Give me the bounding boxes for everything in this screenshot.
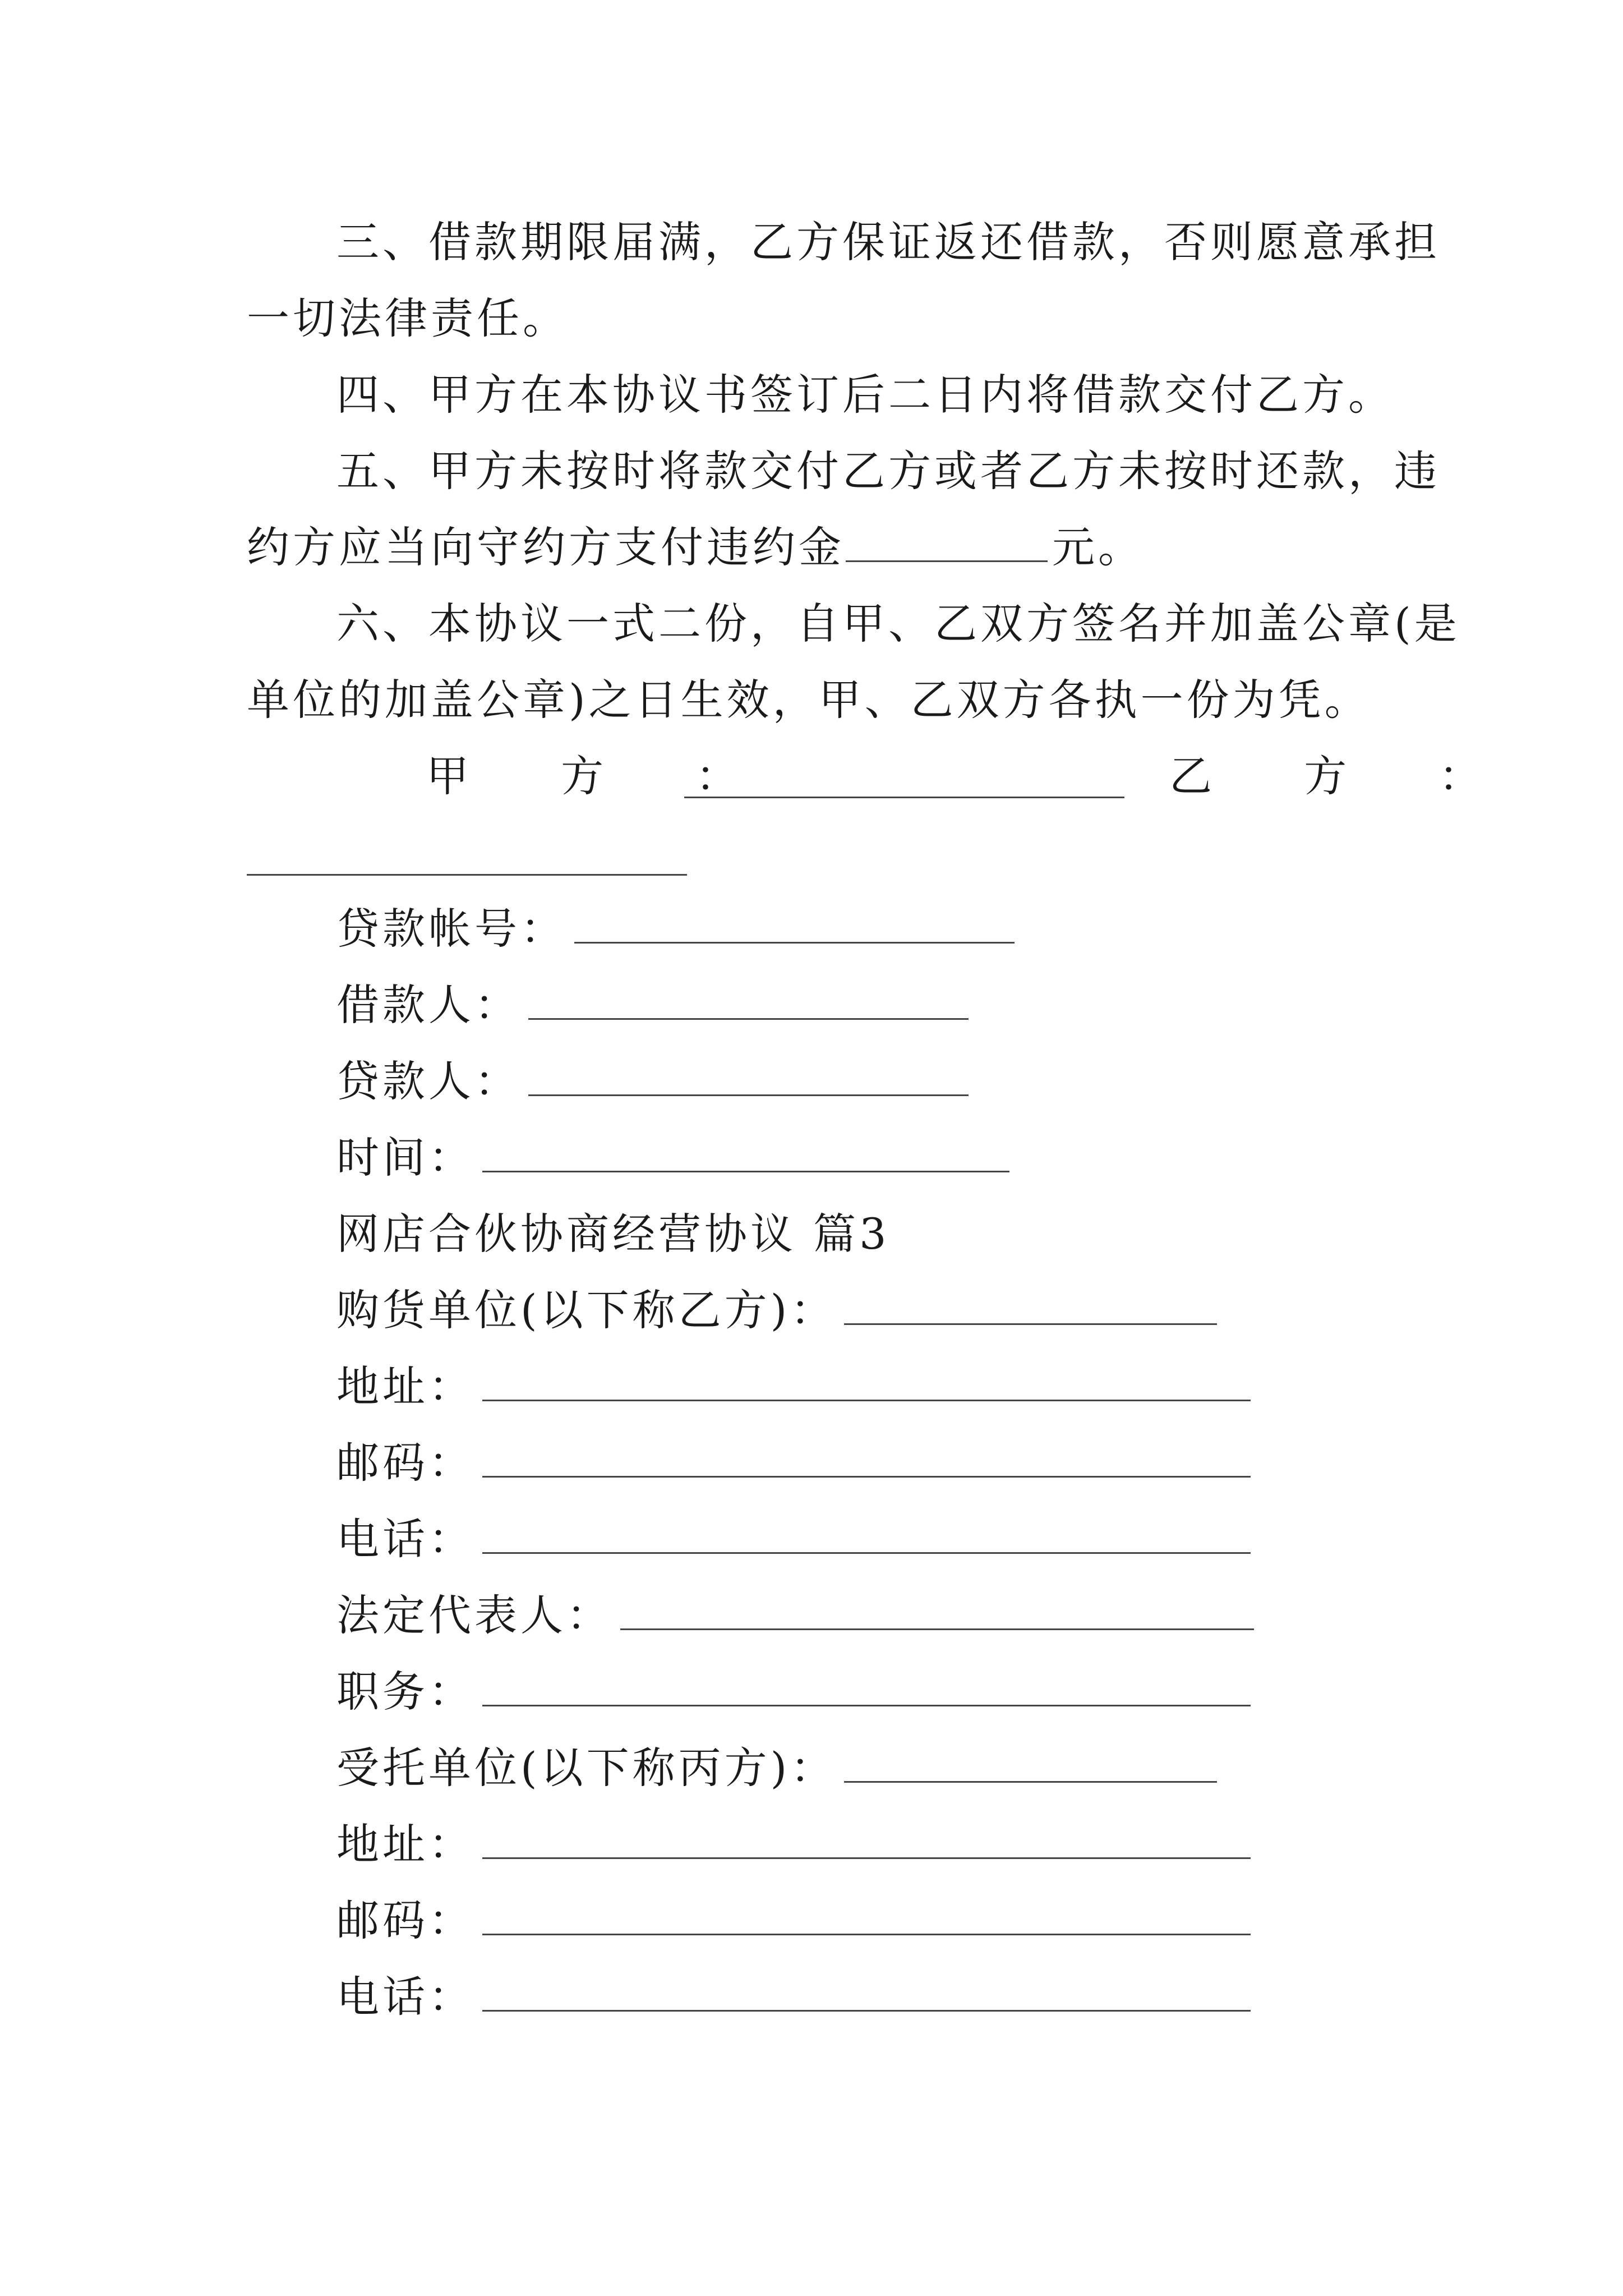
loan-account-blank: [574, 908, 1015, 944]
buyer-legal-rep-blank: [620, 1595, 1254, 1630]
clause-4-line-1: 四、甲方在本协议书签订后二日内将借款交付乙方。: [336, 370, 1394, 420]
buyer-address-field: [336, 1359, 1251, 1415]
time-field: [336, 1130, 1009, 1186]
trustee-postcode-label: 邮码：: [336, 1895, 474, 1945]
clause-5-unit: 元。: [1052, 522, 1144, 572]
loan-account-field: [336, 901, 1015, 957]
party-b-signature-blank: [247, 874, 687, 876]
lender-field: [336, 1053, 969, 1110]
clause-6-line-1: 六、本协议一式二份，自甲、乙双方签名并加盖公章(是: [336, 599, 1460, 648]
buyer-address-blank: [482, 1366, 1251, 1401]
trustee-unit-field: [336, 1740, 1217, 1796]
time-blank: [482, 1137, 1009, 1172]
buyer-unit-blank: [844, 1290, 1217, 1325]
borrower-label: 借款人：: [336, 980, 520, 1030]
trustee-phone-blank: [482, 1976, 1251, 2012]
section-title: 网店合伙协商经营协议 篇3: [336, 1209, 890, 1259]
borrower-blank: [528, 984, 969, 1020]
trustee-unit-blank: [844, 1747, 1217, 1783]
trustee-address-label: 地址：: [336, 1819, 474, 1869]
buyer-postcode-label: 邮码：: [336, 1438, 474, 1488]
buyer-unit-label: 购货单位(以下称乙方)：: [336, 1285, 837, 1335]
buyer-legal-rep-field: [336, 1588, 1254, 1644]
trustee-phone-field: [336, 1969, 1251, 2025]
clause-5-line-2: [247, 519, 1144, 576]
trustee-address-field: [336, 1816, 1251, 1872]
borrower-field: [336, 977, 969, 1033]
party-a-signature-blank: [684, 797, 1124, 798]
buyer-postcode-field: [336, 1435, 1251, 1491]
trustee-postcode-field: [336, 1893, 1251, 1949]
clause-5-text: 约方应当向守约方支付违约金: [247, 522, 845, 572]
buyer-postcode-blank: [482, 1442, 1251, 1478]
lender-label: 贷款人：: [336, 1056, 520, 1106]
penalty-amount-blank: [846, 527, 1048, 562]
buyer-position-label: 职务：: [336, 1667, 474, 1717]
buyer-phone-blank: [482, 1519, 1251, 1554]
time-label: 时间：: [336, 1133, 474, 1182]
buyer-position-field: [336, 1664, 1251, 1720]
clause-5-line-1: 五、甲方未按时将款交付乙方或者乙方未按时还款，违: [336, 446, 1440, 496]
buyer-address-label: 地址：: [336, 1361, 474, 1411]
trustee-phone-label: 电话：: [336, 1972, 474, 2022]
buyer-unit-field: [336, 1282, 1217, 1338]
trustee-address-blank: [482, 1824, 1251, 1859]
clause-3-line-2: 一切法律责任。: [247, 293, 569, 343]
party-a-label: 甲 方 ：: [426, 751, 778, 801]
loan-account-label: 贷款帐号：: [336, 904, 566, 954]
trustee-unit-label: 受托单位(以下称丙方)：: [336, 1743, 837, 1793]
party-b-label: 乙 方 ：: [1169, 751, 1521, 801]
buyer-phone-field: [336, 1511, 1251, 1567]
buyer-legal-rep-label: 法定代表人：: [336, 1590, 612, 1640]
trustee-postcode-blank: [482, 1900, 1251, 1935]
clause-6-line-2: 单位的加盖公章)之日生效，甲、乙双方各执一份为凭。: [247, 675, 1371, 725]
clause-3-line-1: 三、借款期限届满，乙方保证返还借款，否则愿意承担: [336, 217, 1440, 267]
buyer-position-blank: [482, 1671, 1251, 1706]
lender-blank: [528, 1061, 969, 1096]
buyer-phone-label: 电话：: [336, 1514, 474, 1564]
